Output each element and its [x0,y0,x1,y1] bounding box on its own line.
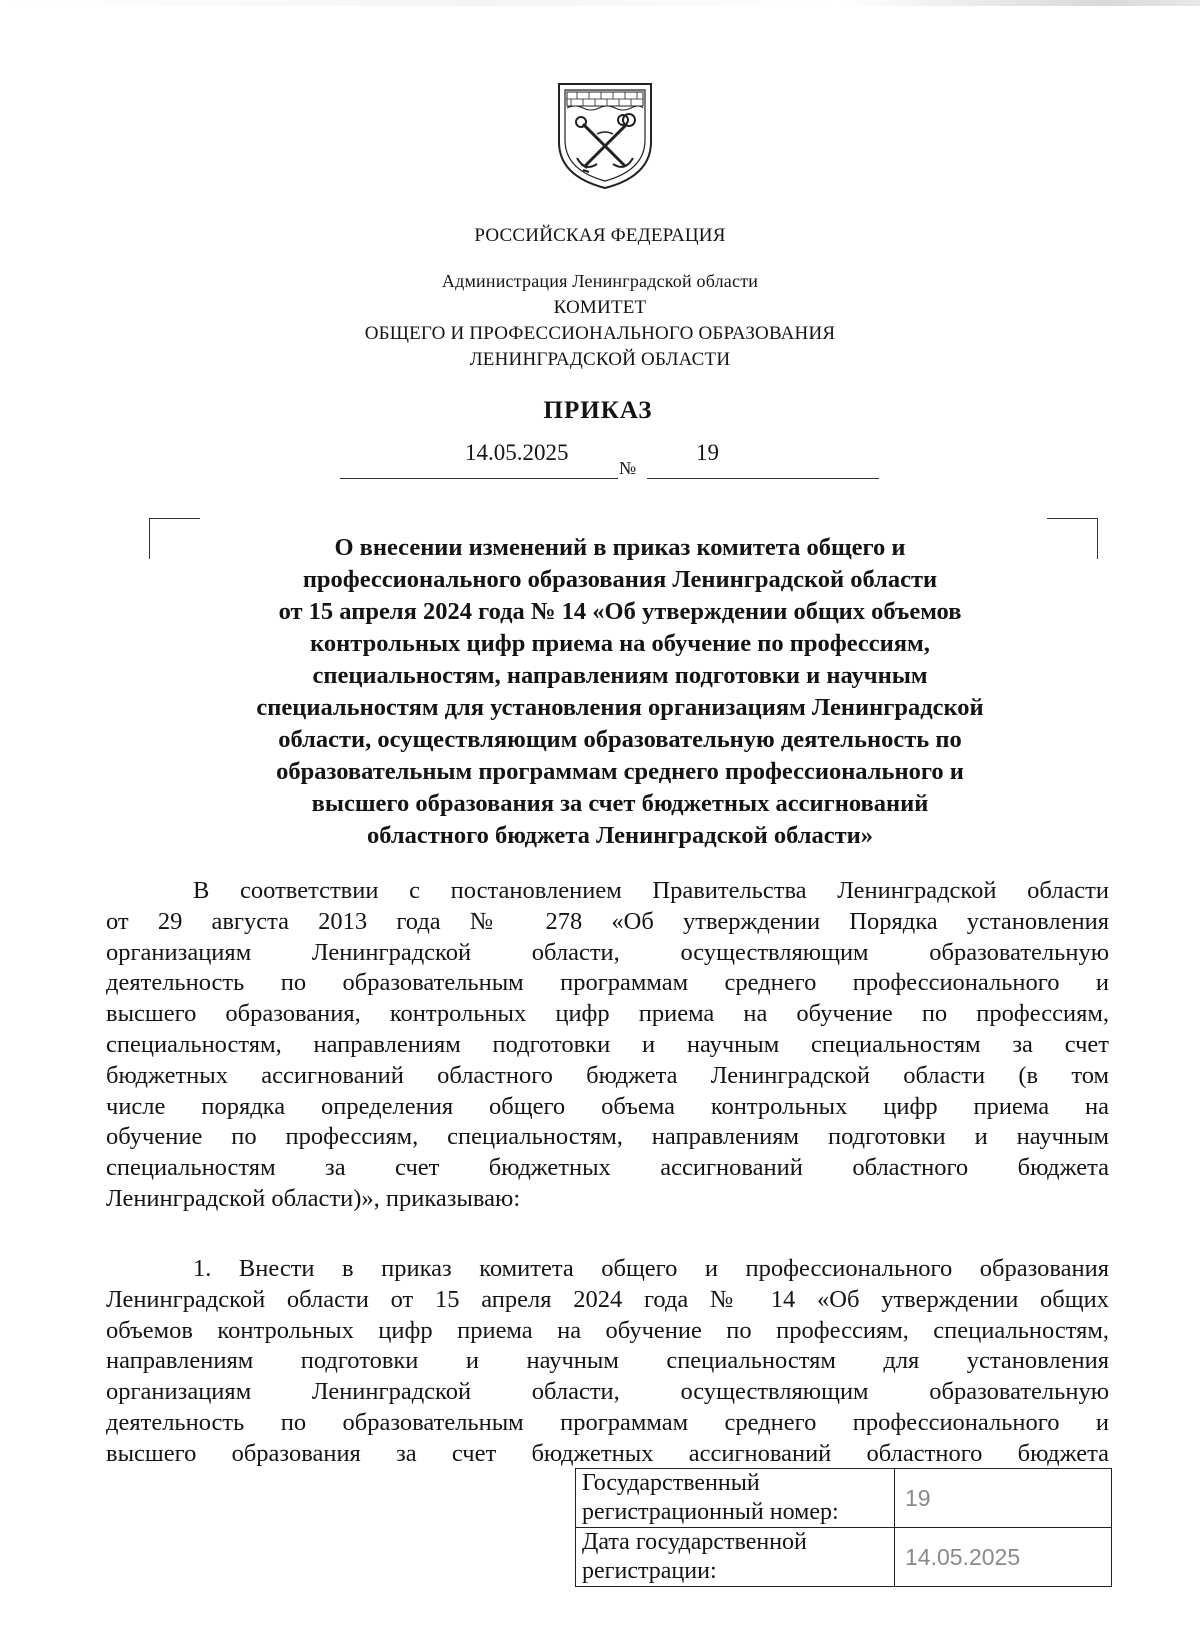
clause-1-paragraph [106,1254,1109,1470]
registration-date-row [576,1528,1112,1587]
order-subject [190,532,1050,852]
paragraph-line: специальностям за счет бюджетных ассигнований областного бюджета [106,1154,1109,1182]
committee-heading-line3: ЛЕНИНГРАДСКОЙ ОБЛАСТИ [469,349,731,370]
registration-number-value: 19 [895,1469,1112,1528]
paragraph-line: Ленинградской области от 15 апреля 2024 года № 14 «Об утверждении общих [106,1285,1109,1313]
paragraph-line: обучение по профессиям, специальностям, направлениям подготовки и научным [106,1123,1109,1151]
number-sign: № [619,458,637,478]
paragraph-line: от 29 августа 2013 года № 278 «Об утверждении Порядка установления [106,907,1109,935]
paragraph-line: специальностям, направлениям подготовки и научным специальностям за счет [106,1030,1109,1058]
subject-line: О внесении изменений в приказ комитета общего и [334,534,906,561]
committee-heading-line1: КОМИТЕТ [553,297,647,318]
country-heading: РОССИЙСКАЯ ФЕДЕРАЦИЯ [474,225,726,246]
order-date: 14.05.2025 [465,440,569,465]
subject-bracket-right [1047,518,1098,559]
coat-of-arms-icon [555,80,655,192]
subject-line: специальностям, направлениям подготовки и научным [312,662,928,689]
paragraph-line: деятельность по образовательным программам среднего профессионального и [106,1408,1109,1436]
subject-line: специальностям для установления организациям Ленинградской [256,694,984,721]
subject-line: контрольных цифр приема на обучение по профессиям, [310,630,930,657]
registration-date-label: Дата государственной регистрации: [576,1528,895,1587]
registration-number-label: Государственный регистрационный номер: [576,1469,895,1528]
subject-line: области, осуществляющим образовательную деятельность по [278,726,962,753]
paragraph-line: организациям Ленинградской области, осуществляющим образовательную [106,1378,1109,1406]
paragraph-line: 1. Внести в приказ комитета общего и профессионального образования [193,1255,1109,1282]
paragraph-line: В соответствии с постановлением Правительства Ленинградской области [193,877,1109,904]
subject-line: областного бюджета Ленинградской области» [366,822,874,849]
subject-line: профессионального образования Ленинградской области [302,566,938,593]
paragraph-line: числе порядка определения общего объема контрольных цифр приема на [106,1092,1109,1120]
paragraph-line: деятельность по образовательным программам среднего профессионального и [106,969,1109,997]
paragraph-line: высшего образования за счет бюджетных ассигнований областного бюджета [106,1439,1109,1467]
subject-line: высшего образования за счет бюджетных ассигнований [311,790,929,817]
paragraph-line: организациям Ленинградской области, осуществляющим образовательную [106,938,1109,966]
paragraph-line: высшего образования, контрольных цифр приема на обучение по профессиям, [106,1000,1109,1028]
order-title: ПРИКАЗ [543,397,653,424]
paragraph-line: направлениям подготовки и научным специальностям для установления [106,1347,1109,1375]
registration-number-row [576,1469,1112,1528]
paragraph-line: Ленинградской области)», приказываю: [106,1184,521,1212]
scan-edge [0,0,1200,6]
committee-heading-line2: ОБЩЕГО И ПРОФЕССИОНАЛЬНОГО ОБРАЗОВАНИЯ [364,323,836,344]
registration-date-value: 14.05.2025 [895,1528,1112,1587]
administration-heading: Администрация Ленинградской области [441,271,759,291]
paragraph-line: объемов контрольных цифр приема на обучение по профессиям, специальностям, [106,1316,1109,1344]
preamble-paragraph [106,876,1109,1215]
number-underline [647,478,879,479]
subject-line: образовательным программам среднего профессионального и [276,758,964,785]
date-underline [340,478,618,479]
paragraph-line: бюджетных ассигнований областного бюджета Ленинградской области (в том [106,1061,1109,1089]
subject-line: от 15 апреля 2024 года № 14 «Об утверждении общих объемов [278,598,962,625]
registration-stamp-table [575,1468,1112,1587]
order-number: 19 [696,440,719,465]
